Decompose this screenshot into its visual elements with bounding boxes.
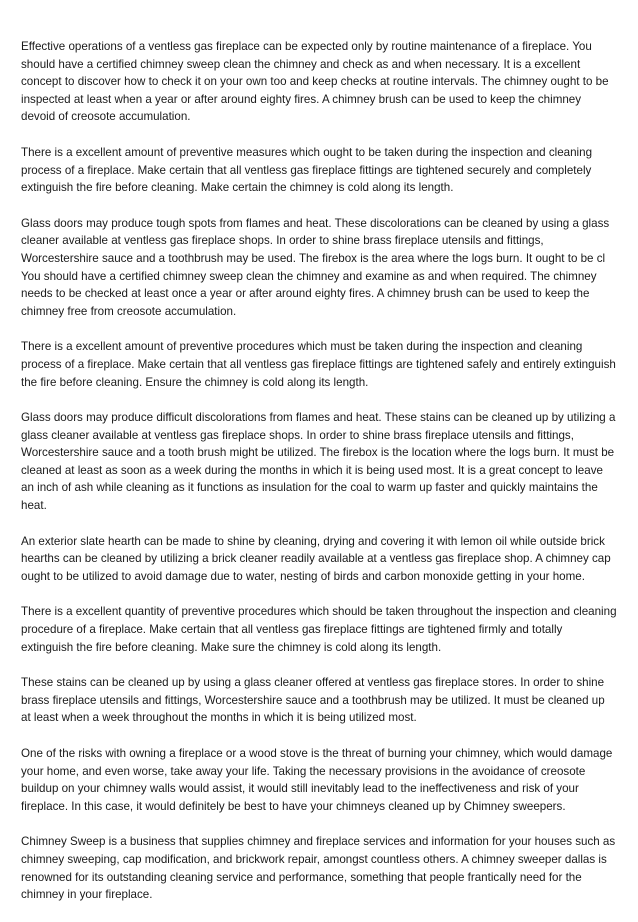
paragraph-8: These stains can be cleaned up by using a glass cleaner offered at ventless gas fireplace stores. In order to shine brass fireplace utensils and fittings, Worcestershire sauce and a toothbrush may be utilized. It must be cleaned up at least when a week throughout the months in which it is being utilized most.	[21, 676, 605, 725]
paragraph-2: There is a excellent amount of preventive measures which ought to be taken during the inspection and cleaning process of a fireplace. Make certain that all ventless gas fireplace fittings are tightened securely and completely extinguish the fire before cleaning. Make certain the chimney is cold along its length.	[21, 145, 593, 195]
paragraph-3: Glass doors may produce tough spots from flames and heat. These discolorations can be cleaned by using a glass cleaner available at ventless gas fireplace shops. In order to shine brass fireplace utensils and fittings, Worcestershire sauce and a toothbrush may be used. The firebox is the area where the logs burn. It ought to be cl You should have a certified chimney sweep clean the chimney and examine as and when required. The chimney needs to be checked at least once a year or after around eighty fires. A chimney brush can be used to keep the chimney free from creosote accumulation.	[21, 216, 610, 318]
paragraph-1: Effective operations of a ventless gas fireplace can be expected only by routine maintenance of a fireplace. You should have a certified chimney sweep clean the chimney and check as and when necessary. It is a excellent concept to discover how to check it on your own too and keep checks at routine intervals. The chimney ought to be inspected at least when a year or after around eighty fires. A chimney brush can be used to keep the chimney devoid of creosote accumulation.	[21, 40, 609, 124]
document-body	[21, 38, 617, 922]
paragraph-6: An exterior slate hearth can be made to shine by cleaning, drying and covering it with lemon oil while outside brick hearths can be cleaned by utilizing a brick cleaner readily available at a ventless gas fireplace shop. A chimney cap ought to be utilized to avoid damage due to water, nesting of birds and carbon monoxide getting in your home.	[21, 534, 611, 583]
paragraph-9: One of the risks with owning a fireplace or a wood stove is the threat of burning your chimney, which would damage your home, and even worse, take away your life. Taking the necessary provisions in the avoidance of creosote buildup on your chimney walls would assist, it would still inevitably lead to the ineffectiveness and risk of your fireplace. In this case, it would definitely be best to have your chimneys cleaned up by Chimney sweepers.	[21, 747, 613, 813]
paragraph-7: There is a excellent quantity of preventive procedures which should be taken throughout the inspection and cleaning procedure of a fireplace. Make certain that all ventless gas fireplace fittings are tightened firmly and totally extinguish the fire before cleaning. Make sure the chimney is cold along its length.	[21, 605, 617, 654]
paragraph-4: There is a excellent amount of preventive procedures which must be taken during the inspection and cleaning process of a fireplace. Make certain that all ventless gas fireplace fittings are tightened safely and entirely extinguish the fire before cleaning. Ensure the chimney is cold along its length.	[21, 340, 616, 389]
paragraph-10: Chimney Sweep is a business that supplies chimney and fireplace services and information for your houses such as chimney sweeping, cap modification, and brickwork repair, amongst countless others. A chimney sweeper dallas is renowned for its outstanding cleaning service and performance, something that people frantically need for the chimney in your fireplace.	[21, 835, 616, 902]
paragraph-5: Glass doors may produce difficult discolorations from flames and heat. These stains can be cleaned up by utilizing a glass cleaner available at ventless gas fireplace shops. In order to shine brass fireplace utensils and fittings, Worcestershire sauce and a tooth brush might be utilized. The firebox is the location where the logs burn. It must be cleaned at least as soon as a week during the months in which it is being used most. It is a great concept to leave an inch of ash while cleaning as it functions as insulation for the coal to warm up faster and quickly maintains the heat.	[21, 411, 616, 513]
